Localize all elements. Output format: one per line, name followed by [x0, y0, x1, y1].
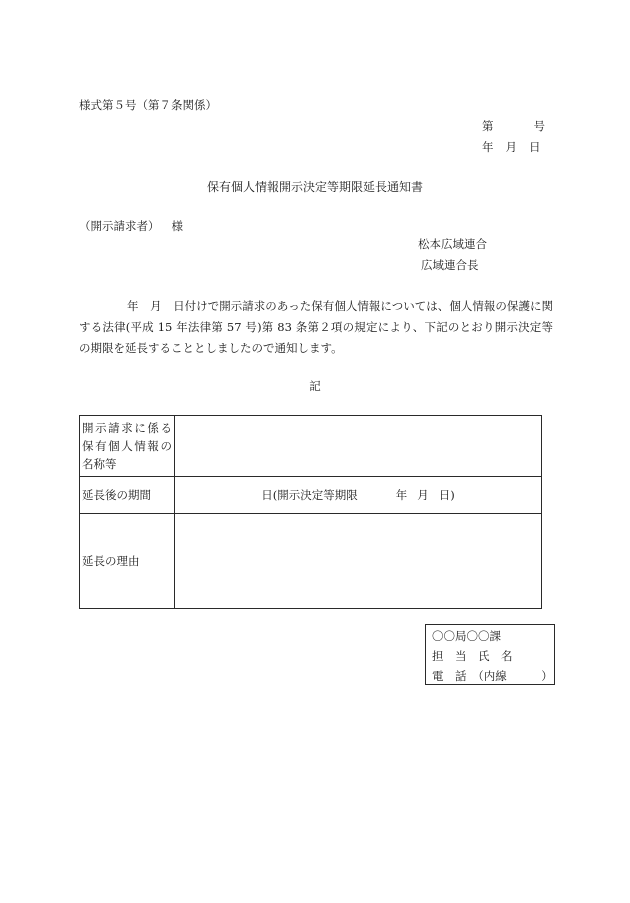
row-value-extension-reason — [175, 514, 542, 609]
contact-department: 〇〇局〇〇課 — [432, 629, 501, 643]
recipient-suffix: 様 — [171, 219, 183, 233]
row-label-request-subject — [80, 416, 175, 477]
issue-date-year: 年 — [482, 140, 494, 154]
issue-number-prefix: 第 — [482, 119, 494, 133]
issue-date — [482, 139, 541, 155]
table-row — [80, 477, 542, 514]
issue-number-suffix: 号 — [533, 119, 545, 133]
extended-year: 年 — [395, 488, 408, 502]
recipient-label: （開示請求者） — [79, 219, 160, 233]
extended-day: 日) — [438, 488, 455, 502]
issue-date-month: 月 — [505, 140, 517, 154]
ki-heading: 記 — [309, 379, 321, 393]
recipient — [79, 218, 183, 234]
sender-organization: 松本広域連合 — [418, 237, 487, 251]
extended-days: 日(開示決定等期限 — [261, 488, 358, 502]
details-table — [79, 415, 542, 609]
row-label-line: 名称等 — [82, 457, 117, 471]
contact-box — [425, 624, 555, 685]
row-label-line: 保有個人情報の — [82, 439, 172, 453]
row-label-extended-period: 延長後の期間 — [80, 477, 175, 514]
table-row — [80, 514, 542, 609]
body-text — [79, 296, 553, 359]
issue-number — [482, 118, 545, 134]
body-text-content: 年 月 日付けで開示請求のあった保有個人情報については、個人情報の保護に関する法律(平成 15 年法律第 57 号)第 83 条第２項の規定により、下記のとおり開示決定等の期限を延長することとしましたので通知します。 — [79, 299, 553, 355]
row-value-extended-period — [175, 477, 542, 514]
contact-phone: 電 話 （内線 ） — [432, 669, 553, 683]
row-label-extension-reason: 延長の理由 — [80, 514, 175, 609]
sender-title: 広域連合長 — [421, 258, 479, 272]
contact-person: 担 当 氏 名 — [432, 649, 513, 663]
extended-month: 月 — [417, 488, 429, 502]
row-value-request-subject — [175, 416, 542, 477]
document-title: 保有個人情報開示決定等期限延長通知書 — [206, 180, 423, 194]
row-label-line: 開示請求に係る — [82, 421, 172, 435]
form-number: 様式第５号（第７条関係） — [79, 98, 217, 112]
table-row — [80, 416, 542, 477]
issue-date-day: 日 — [529, 140, 541, 154]
